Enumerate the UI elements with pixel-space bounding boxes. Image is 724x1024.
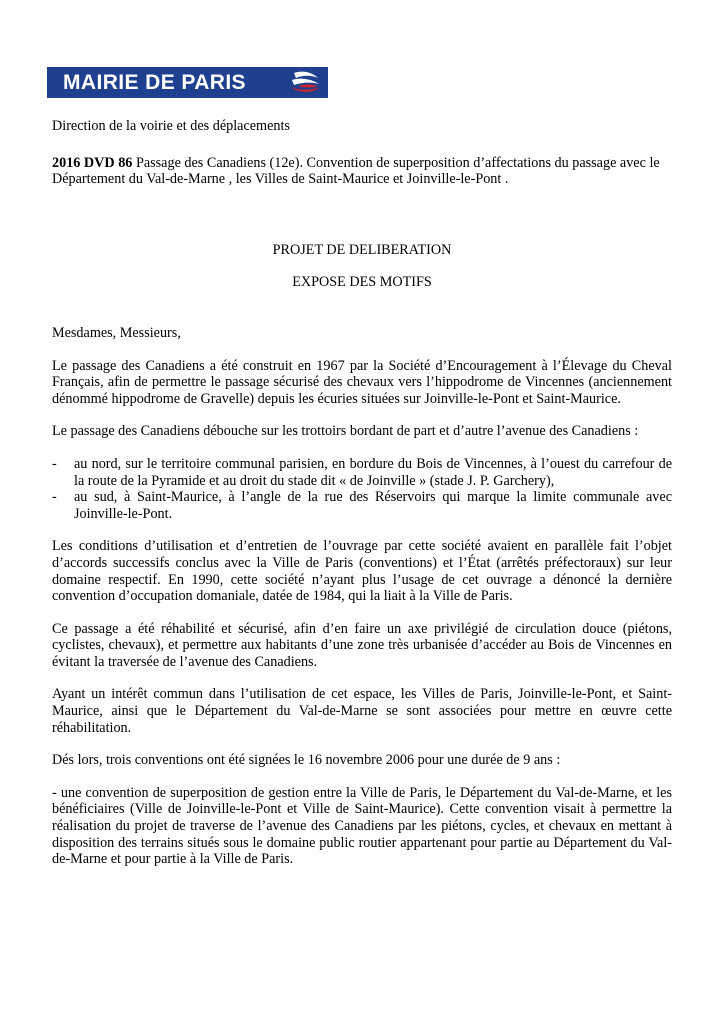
list-item — [52, 489, 672, 522]
paragraph-outlets: Le passage des Canadiens débouche sur les trottoirs bordant de part et d’autre l’avenue des Canadiens : — [52, 423, 639, 440]
mairie-de-paris-logo — [47, 67, 328, 98]
greeting: Mesdames, Messieurs, — [52, 324, 181, 341]
paris-boat-logo-icon — [288, 69, 322, 96]
list-item-text: au sud, à Saint-Maurice, à l’angle de la rue des Réservoirs qui marque la limite communale avec Joinville-le-Pont. — [74, 489, 672, 522]
paragraph-rehabilitation: Ce passage a été réhabilité et sécurisé, afin d’en faire un axe privilégié de circulation douce (piétons, cyclistes, chevaux), et permettre aux habitants d’une zone très urbanisée d’accéder au Bois de Vincennes en évitant la traversée de l’avenue des Canadiens. — [52, 620, 672, 670]
document-body — [52, 118, 672, 868]
paragraph-conditions: Les conditions d’utilisation et d’entretien de l’ouvrage par cette société avaient en parallèle fait l’objet d’accords successifs conclus avec la Ville de Paris (conventions) et l’État (arrêtés préfectoraux) sur leur domaine respectif. En 1990, cette société n’ayant plus l’usage de cet ouvrage a dénoncé la dernière convention d’occupation domaniale, datée de 1984, qui la liait à la Ville de Paris. — [52, 538, 672, 605]
title-text: Passage des Canadiens (12e). Convention de superposition d’affectations du passage avec le Département du Val-de-Marne , les Villes de Saint-Maurice et Joinville-le-Pont . — [52, 154, 660, 188]
dash-marker: - — [52, 489, 57, 506]
dash-marker: - — [52, 455, 57, 472]
logo-text: MAIRIE DE PARIS — [63, 70, 246, 94]
paragraph-conventions: Dés lors, trois conventions ont été signées le 16 novembre 2006 pour une durée de 9 ans : — [52, 752, 561, 769]
paragraph-partners: Ayant un intérêt commun dans l’utilisation de cet espace, les Villes de Paris, Joinville-le-Pont, et Saint-Maurice, ainsi que le Département du Val-de-Marne se sont associées pour mettre en œuvre cette réhabilitation. — [52, 686, 672, 736]
direction-line: Direction de la voirie et des déplacements — [52, 118, 290, 134]
list-item-text: au nord, sur le territoire communal parisien, en bordure du Bois de Vincennes, à l’ouest du carrefour de la route de la Pyramide et au droit du stade dit « de Joinville » (stade J. P. Garchery), — [74, 455, 672, 489]
heading-projet: PROJET DE DELIBERATION — [272, 241, 452, 258]
heading-expose: EXPOSE DES MOTIFS — [292, 274, 432, 291]
paragraph-history: Le passage des Canadiens a été construit en 1967 par la Société d’Encouragement à l’Élevage du Cheval Français, afin de permettre le passage sécurisé des chevaux vers l’hippodrome de Vincennes (anciennement dénommé hippodrome de Gravelle) depuis les écuries situées sur Joinville-le-Pont et Saint-Maurice. — [52, 357, 672, 407]
paragraph-convention-detail: - une convention de superposition de gestion entre la Ville de Paris, le Département du Val-de-Marne, et les bénéficiaires (Ville de Joinville-le-Pont et Ville de Saint-Maurice). Cette convention visait à permettre la réalisation du projet de traverse de l’avenue des Canadiens par les piétons, cycles, et chevaux en mettant à disposition des terrains situés sous le domaine public routier appartenant pour partie au Département du Val-de-Marne et pour partie à la Ville de Paris. — [52, 784, 672, 868]
outlets-list — [52, 456, 672, 522]
list-item — [52, 456, 672, 489]
deliberation-title — [52, 155, 672, 188]
reference-number: 2016 DVD 86 — [52, 154, 133, 171]
